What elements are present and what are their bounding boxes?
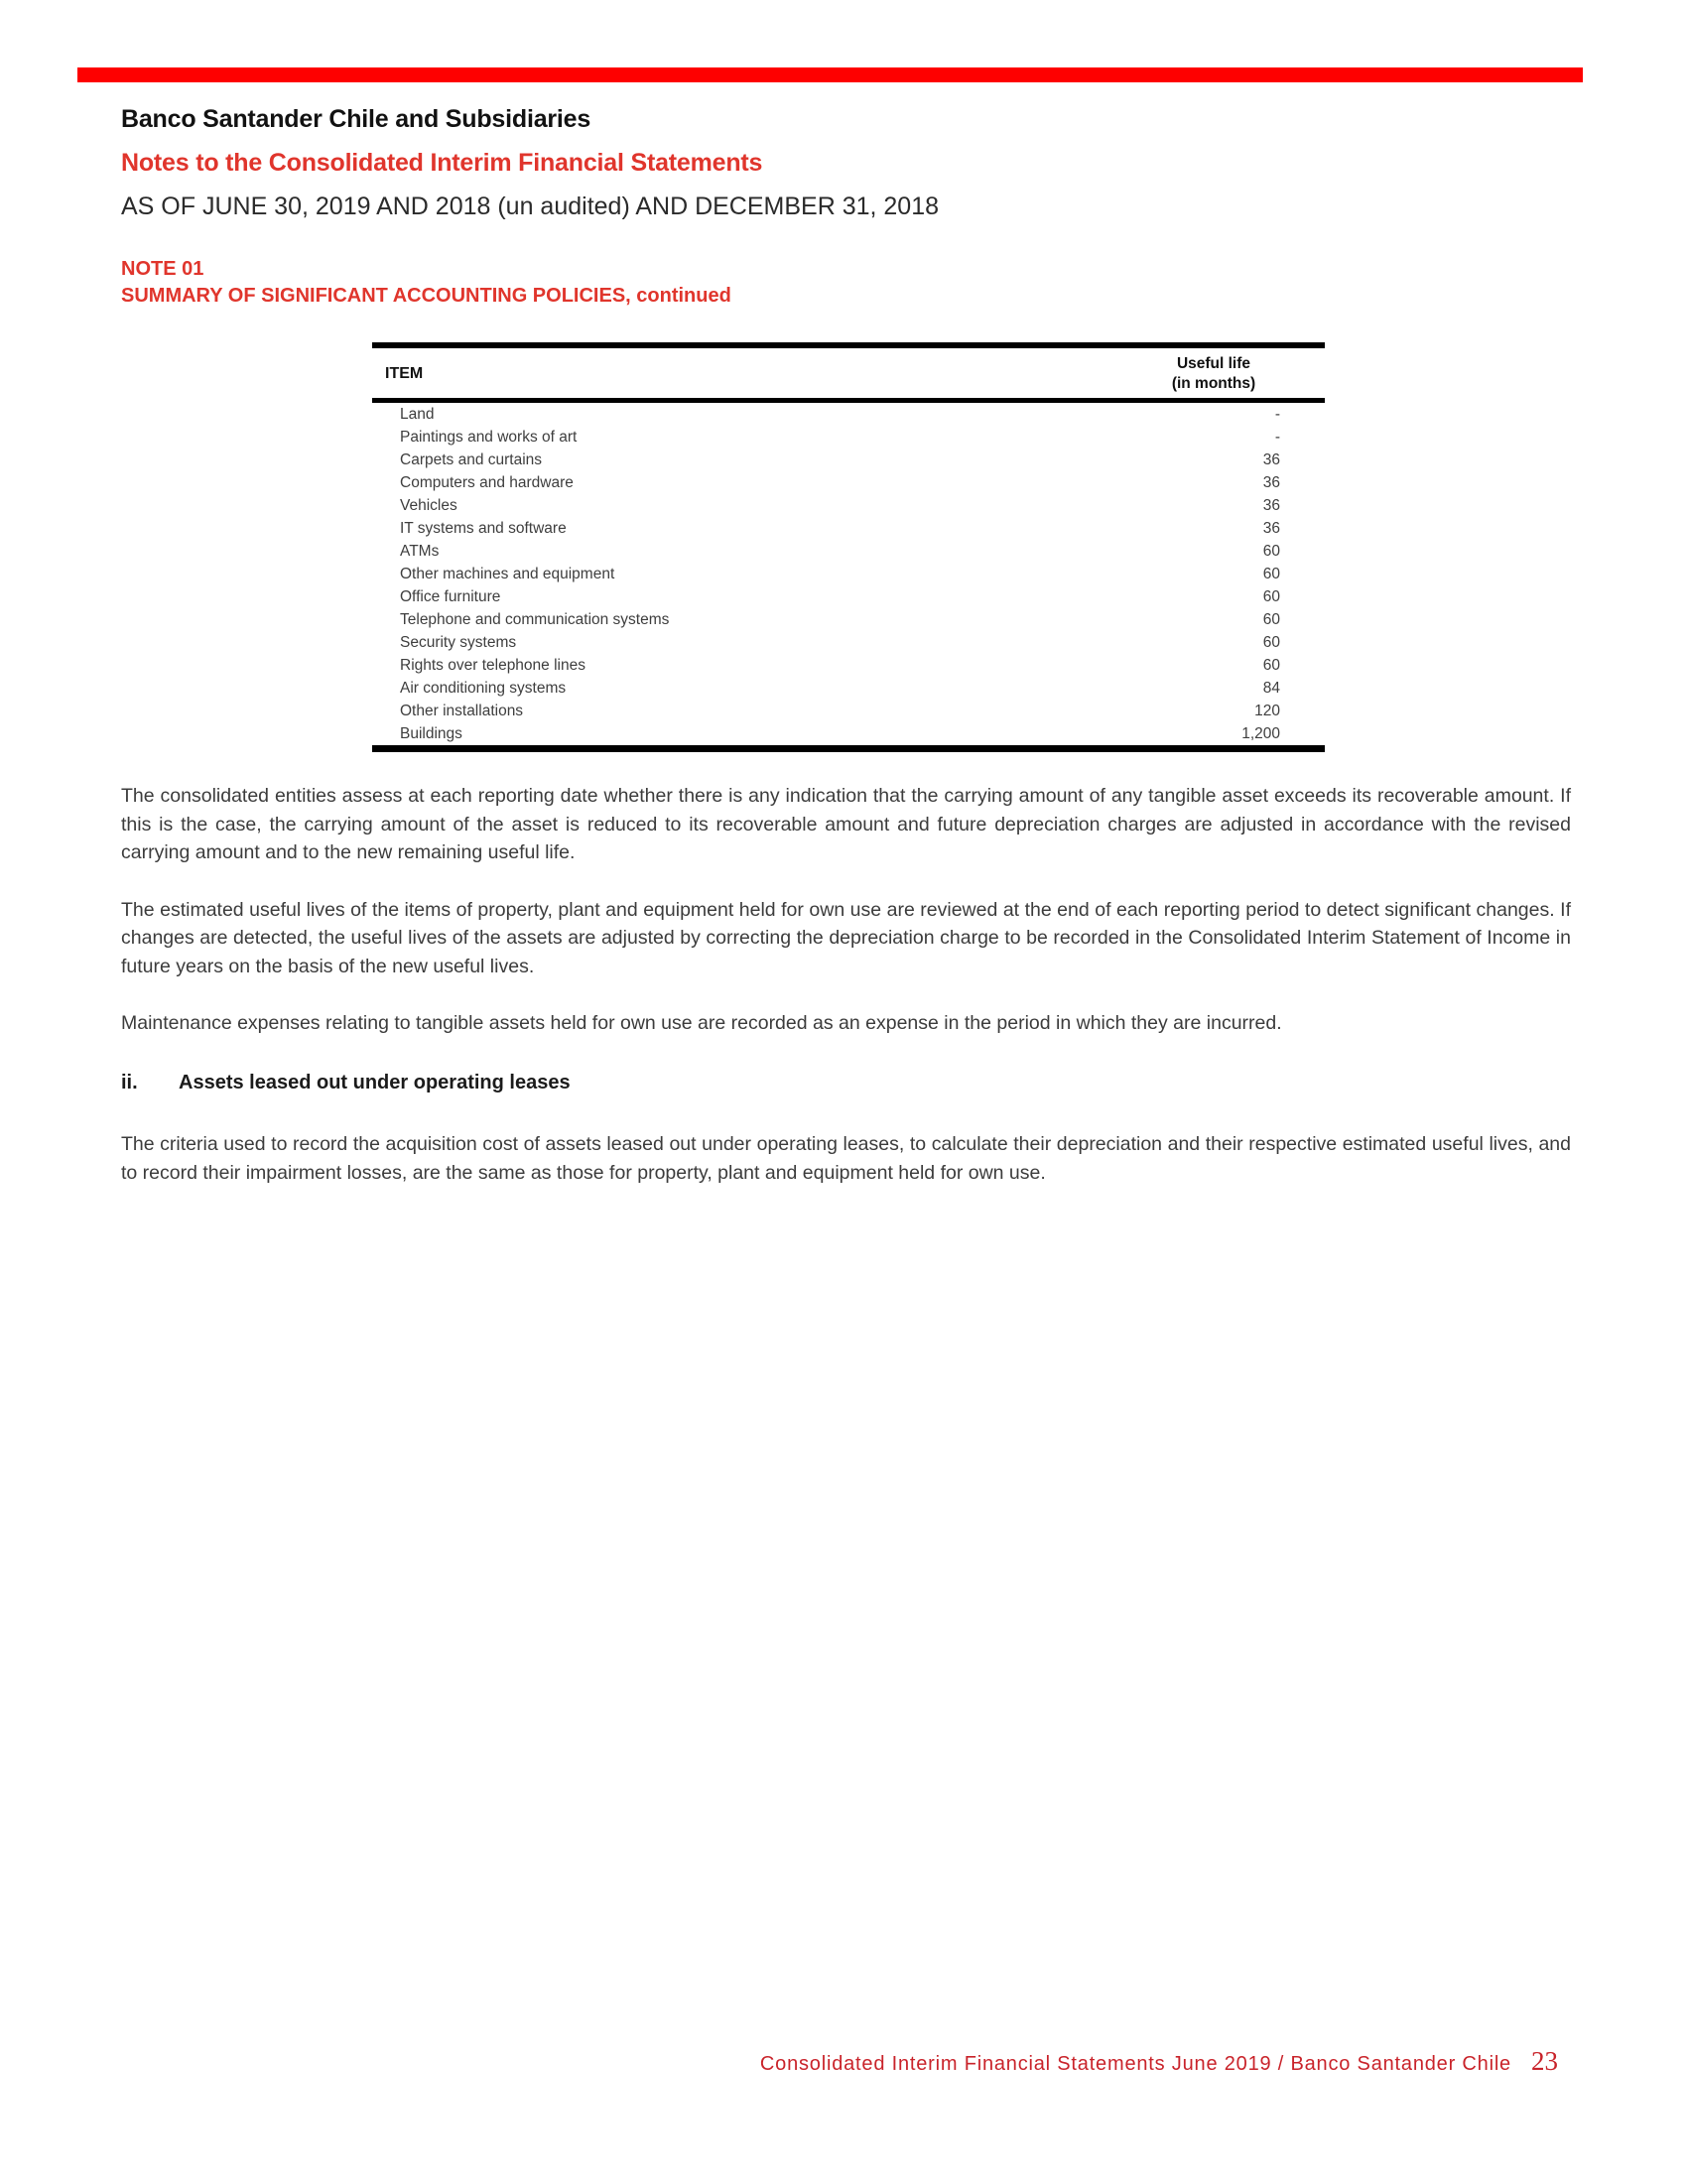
note-heading <box>121 256 731 310</box>
table-row <box>372 654 1325 677</box>
bank-name-title: Banco Santander Chile and Subsidiaries <box>121 105 591 133</box>
table-row <box>372 608 1325 631</box>
item-cell: ATMs <box>400 543 440 561</box>
table-header-row <box>372 345 1325 401</box>
document-title: Notes to the Consolidated Interim Financial Statements <box>121 149 763 177</box>
table-row <box>372 517 1325 540</box>
paragraph-impairment: The consolidated entities assess at each reporting date whether there is any indication that the carrying amount of any tangible asset exceeds its recoverable amount. If this is the case, the carrying amount of the asset is reduced to its recoverable amount and future depreciation charges are adjusted in accordance with the revised carrying amount and to the new remaining useful life. <box>121 785 1571 863</box>
top-red-bar <box>77 67 1583 82</box>
useful-life-cell: 1,200 <box>1241 725 1280 743</box>
item-cell: Carpets and curtains <box>400 451 543 469</box>
item-cell: Other machines and equipment <box>400 566 615 583</box>
table-row <box>372 631 1325 654</box>
item-cell: Vehicles <box>400 497 457 515</box>
footer-title: Consolidated Interim Financial Statements June 2019 / Banco Santander Chile <box>759 2053 1511 2075</box>
col-header-useful-life-line1: Useful life <box>1176 355 1251 372</box>
item-cell: Office furniture <box>400 588 501 606</box>
useful-life-cell: - <box>1274 429 1280 447</box>
useful-life-cell: 120 <box>1254 703 1280 720</box>
table-row <box>372 494 1325 517</box>
subheading-label: Assets leased out under operating leases <box>179 1071 571 1093</box>
table-row <box>372 722 1325 749</box>
table-row <box>372 563 1325 585</box>
item-cell: Paintings and works of art <box>400 429 578 447</box>
item-cell: Telephone and communication systems <box>400 611 670 629</box>
useful-life-cell: 60 <box>1262 611 1280 629</box>
useful-life-cell: 36 <box>1262 451 1280 469</box>
useful-life-cell: 60 <box>1262 657 1280 675</box>
item-cell: Land <box>400 406 435 424</box>
item-cell: IT systems and software <box>400 520 567 538</box>
paragraph-useful-lives-review: The estimated useful lives of the items of property, plant and equipment held for own use are reviewed at the end of each reporting period to detect significant changes. If changes are detected, the useful lives of the assets are adjusted by correcting the depreciation charge to be recorded in the Consolidated Interim Statement of Income in future years on the basis of the new useful lives. <box>121 898 1571 977</box>
paragraph-maintenance-expenses: Maintenance expenses relating to tangible assets held for own use are recorded as an expense in the period in which they are incurred. <box>121 1012 1282 1034</box>
table-row <box>372 700 1325 722</box>
table-row <box>372 426 1325 449</box>
page-footer <box>760 2046 1558 2077</box>
useful-life-cell: 36 <box>1262 497 1280 515</box>
table-row <box>372 677 1325 700</box>
item-cell: Rights over telephone lines <box>400 657 585 675</box>
item-cell: Computers and hardware <box>400 474 574 492</box>
useful-life-cell: 60 <box>1262 566 1280 583</box>
useful-life-cell: 60 <box>1262 634 1280 652</box>
item-cell: Security systems <box>400 634 517 652</box>
col-header-useful-life-line2: (in months) <box>1171 375 1256 393</box>
table-row <box>372 585 1325 608</box>
useful-life-cell: 60 <box>1262 588 1280 606</box>
useful-life-cell: - <box>1274 406 1280 424</box>
paragraph-leased-assets-criteria: The criteria used to record the acquisition cost of assets leased out under operating leases, to calculate their depreciation and their respective estimated useful lives, and to record their impairment losses, are the same as those for property, plant and equipment held for own use. <box>121 1133 1571 1184</box>
useful-life-cell: 36 <box>1262 520 1280 538</box>
note-number: NOTE 01 <box>121 258 204 280</box>
subheading-numeral: ii. <box>121 1071 138 1093</box>
table-row <box>372 401 1325 427</box>
table-row <box>372 449 1325 471</box>
page-number: 23 <box>1531 2046 1558 2076</box>
useful-life-cell: 84 <box>1262 680 1280 698</box>
table-row <box>372 540 1325 563</box>
useful-life-table <box>372 342 1325 752</box>
note-title: SUMMARY OF SIGNIFICANT ACCOUNTING POLICIES, continued <box>121 285 731 307</box>
table-row <box>372 471 1325 494</box>
item-cell: Air conditioning systems <box>400 680 567 698</box>
statement-date-line: AS OF JUNE 30, 2019 AND 2018 (un audited) AND DECEMBER 31, 2018 <box>121 193 940 220</box>
item-cell: Other installations <box>400 703 524 720</box>
body-text-block <box>121 782 1571 1216</box>
col-header-item: ITEM <box>385 365 424 383</box>
useful-life-cell: 60 <box>1262 543 1280 561</box>
useful-life-cell: 36 <box>1262 474 1280 492</box>
col-header-useful-life <box>1116 345 1325 401</box>
subheading-assets-leased <box>121 1069 1571 1097</box>
item-cell: Buildings <box>400 725 462 743</box>
